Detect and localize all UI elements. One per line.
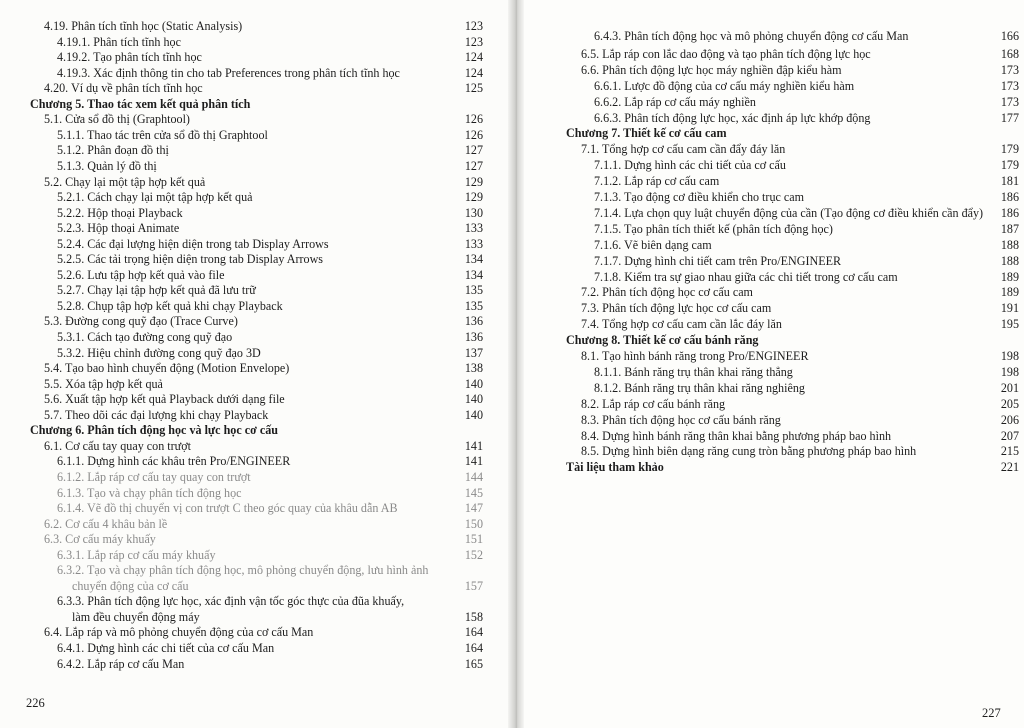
toc-page-number: 191	[1000, 301, 1019, 316]
toc-page-number: 126	[464, 127, 483, 142]
toc-entry	[0, 329, 505, 345]
toc-entry	[0, 205, 505, 221]
page-number-right: 227	[982, 706, 1001, 720]
toc-entry	[520, 237, 1024, 253]
toc-page-number: 140	[464, 392, 483, 407]
toc-entry-title: 5.2.8. Chụp tập hợp kết quả khi chạy Playback	[57, 298, 283, 313]
toc-entry-title: 6.4.1. Dựng hình các chi tiết của cơ cấu Man	[57, 641, 275, 655]
toc-entry	[0, 609, 505, 625]
toc-entry	[0, 282, 505, 298]
toc-entry-title: 7.1.1. Dựng hình các chi tiết của cơ cấu	[594, 158, 786, 173]
toc-entry-title: 6.1.2. Lắp ráp cơ cấu tay quay con trượt	[57, 469, 251, 484]
toc-page-number: 125	[464, 81, 483, 96]
toc-page-number: 186	[1000, 190, 1019, 204]
toc-entry-title: 6.1.4. Vẽ đồ thị chuyển vị con trượt C theo góc quay của khâu dẫn AB	[57, 501, 398, 516]
toc-entry	[0, 578, 505, 594]
toc-entry	[0, 18, 505, 34]
toc-entry	[520, 443, 1024, 459]
toc-page-number: 124	[464, 50, 483, 65]
toc-entry-title: 7.1.2. Lắp ráp cơ cấu cam	[594, 174, 720, 189]
toc-entry-title: 6.6. Phân tích động lực học máy nghiền đập kiểu hàm	[581, 62, 842, 77]
toc-entry	[0, 593, 505, 609]
toc-page-number: 127	[464, 143, 483, 158]
toc-chapter-heading	[520, 332, 1024, 348]
toc-entry-title: 7.2. Phân tích động học cơ cấu cam	[581, 285, 753, 300]
toc-entry-title: 5.2. Chạy lại một tập hợp kết quả	[44, 174, 206, 189]
toc-entry-title: 6.1. Cơ cấu tay quay con trượt	[44, 438, 191, 453]
toc-entry	[0, 236, 505, 252]
toc-page-number: 134	[464, 252, 483, 267]
toc-entry-title: Chương 8. Thiết kế cơ cấu bánh răng	[566, 333, 759, 348]
toc-entry	[0, 189, 505, 205]
toc-entry	[520, 364, 1024, 380]
toc-entry	[0, 516, 505, 532]
toc-page-number: 158	[464, 609, 483, 624]
toc-page-number: 140	[464, 376, 483, 391]
toc-page-number: 129	[464, 190, 483, 205]
toc-page-number: 205	[1000, 396, 1019, 411]
toc-entry	[0, 174, 505, 190]
toc-entry-title: 7.1.7. Dựng hình chi tiết cam trên Pro/ENGINEER	[594, 253, 842, 268]
toc-entry-title: 5.2.6. Lưu tập hợp kết quả vào file	[57, 267, 225, 282]
toc-entry	[520, 141, 1024, 157]
toc-entry-title: 8.5. Dựng hình biên dạng răng cung tròn bằng phương pháp bao hình	[581, 444, 917, 459]
toc-entry-title: 7.1. Tổng hợp cơ cấu cam cần đẩy đáy lăn	[581, 142, 786, 157]
toc-entry-title: 7.1.3. Tạo động cơ điều khiển cho trục cam	[594, 190, 805, 204]
toc-page-number: 164	[464, 641, 483, 655]
toc-entry-title: 8.3. Phân tích động học cơ cấu bánh răng	[581, 412, 781, 427]
book-gutter	[508, 0, 524, 728]
toc-page-number: 137	[464, 345, 483, 360]
toc-chapter-heading	[520, 125, 1024, 141]
toc-entry-title: 5.6. Xuất tập hợp kết quả Playback dưới dạng file	[44, 392, 285, 407]
toc-entry	[0, 34, 505, 50]
toc-entry	[0, 376, 505, 392]
toc-entry	[520, 46, 1024, 62]
toc-page-number: 198	[1000, 349, 1019, 363]
page-number-left: 226	[26, 696, 45, 710]
toc-page-number: 164	[464, 625, 483, 640]
toc-page-number: 188	[1000, 253, 1019, 268]
toc-page-number: 141	[464, 454, 483, 469]
toc-entry	[520, 380, 1024, 396]
toc-entry-title: 5.2.4. Các đại lượng hiện diện trong tab Display Arrows	[57, 236, 329, 251]
toc-page-number: 135	[464, 283, 483, 298]
toc-entry-title: 6.4.2. Lắp ráp cơ cấu Man	[57, 656, 185, 671]
toc-page-number: 126	[464, 112, 483, 127]
toc-page-number: 157	[464, 578, 483, 593]
toc-entry	[0, 547, 505, 563]
toc-page-number: 181	[1000, 174, 1019, 189]
toc-entry	[520, 94, 1024, 110]
toc-entry-title: 6.3.1. Lắp ráp cơ cấu máy khuấy	[57, 547, 216, 562]
toc-entry	[0, 656, 505, 672]
toc-entry-title: 8.1. Tạo hình bánh răng trong Pro/ENGINEER	[581, 349, 809, 363]
toc-entry-title: 7.3. Phân tích động lực học cơ cấu cam	[581, 301, 772, 316]
toc-entry-title: 4.20. Ví dụ về phân tích tĩnh học	[44, 81, 203, 96]
toc-entry-title: 5.5. Xóa tập hợp kết quả	[44, 376, 163, 391]
toc-entry-title: 5.1.2. Phân đoạn đồ thị	[57, 143, 169, 158]
toc-entry-title: 5.7. Theo dõi các đại lượng khi chạy Playback	[44, 407, 269, 422]
toc-entry	[520, 253, 1024, 269]
toc-entry-title: 7.1.8. Kiểm tra sự giao nhau giữa các chi tiết trong cơ cấu cam	[594, 269, 898, 284]
toc-entry	[520, 348, 1024, 364]
toc-page-number: 168	[1000, 46, 1019, 61]
toc-entry-title: 5.1. Cửa sổ đồ thị (Graphtool)	[44, 112, 190, 127]
toc-entry-title: 6.3.2. Tạo và chạy phân tích động học, mô phỏng chuyển động, lưu hình ảnh	[57, 563, 429, 578]
toc-entry-title: 6.1.1. Dựng hình các khâu trên Pro/ENGINEER	[57, 454, 291, 469]
toc-entry-title: Chương 5. Thao tác xem kết quả phân tích	[30, 96, 251, 111]
toc-chapter-heading	[0, 96, 505, 112]
toc-entry-title: 6.3. Cơ cấu máy khuấy	[44, 532, 156, 547]
toc-page-number: 133	[464, 236, 483, 251]
toc-page-number: 151	[464, 532, 483, 547]
toc-page-number: 173	[1000, 62, 1019, 77]
toc-page-number: 136	[464, 314, 483, 329]
toc-entry	[0, 360, 505, 376]
toc-page-number: 221	[1000, 460, 1019, 475]
toc-entry	[0, 624, 505, 640]
toc-entry-title: 6.5. Lắp ráp con lắc dao động và tạo phân tích động lực học	[581, 46, 871, 61]
toc-entry-title: 5.1.3. Quản lý đồ thị	[57, 158, 157, 173]
toc-entry	[0, 562, 505, 578]
toc-page-number: 177	[1000, 110, 1019, 125]
toc-page-number: 198	[1000, 364, 1019, 379]
toc-entry	[520, 28, 1024, 44]
toc-page-number: 187	[1000, 221, 1019, 236]
toc-page-number: 179	[1000, 142, 1019, 157]
toc-entry	[0, 438, 505, 454]
toc-entry	[520, 78, 1024, 94]
toc-entry-title: 6.2. Cơ cấu 4 khâu bản lề	[44, 516, 168, 531]
toc-entry	[0, 80, 505, 96]
toc-entry	[520, 62, 1024, 78]
toc-entry-title: 8.1.1. Bánh răng trụ thân khai răng thẳng	[594, 364, 793, 379]
toc-page-number: 152	[464, 547, 483, 562]
toc-page-number: 123	[464, 19, 483, 33]
toc-entry	[0, 111, 505, 127]
toc-page-number: 189	[1000, 285, 1019, 300]
toc-page-number: 173	[1000, 94, 1019, 109]
toc-entry-title: 6.3.3. Phân tích động lực học, xác định vận tốc góc thực của đũa khuấy,	[57, 594, 405, 609]
toc-entry	[520, 412, 1024, 428]
toc-entry-title: 7.1.4. Lựa chọn quy luật chuyển động của cần (Tạo động cơ điều khiển cần đẩy)	[594, 205, 984, 220]
toc-chapter-heading	[0, 422, 505, 438]
toc-page-number: 179	[1000, 158, 1019, 173]
toc-page-number: 135	[464, 298, 483, 313]
toc-page-number: 145	[464, 485, 483, 500]
toc-entry	[520, 189, 1024, 205]
toc-page-number: 138	[464, 361, 483, 376]
toc-entry-title: 6.6.2. Lắp ráp cơ cấu máy nghiền	[594, 94, 756, 109]
toc-page-number: 127	[464, 158, 483, 173]
toc-page-number: 173	[1000, 78, 1019, 93]
toc-entry	[520, 284, 1024, 300]
toc-entry	[0, 267, 505, 283]
toc-page-number: 189	[1000, 269, 1019, 284]
toc-entry-title: 5.2.3. Hộp thoại Animate	[57, 221, 180, 236]
toc-entry	[0, 251, 505, 267]
toc-page-number: 201	[1000, 380, 1019, 395]
toc-entry-title: chuyển động của cơ cấu	[72, 578, 189, 593]
toc-entry	[0, 500, 505, 516]
toc-entry	[0, 220, 505, 236]
toc-entry	[0, 391, 505, 407]
toc-entry	[0, 407, 505, 423]
toc-entry	[0, 485, 505, 501]
toc-entry-title: 6.6.3. Phân tích động lực học, xác định áp lực khớp động	[594, 110, 871, 125]
toc-page-number: 140	[464, 407, 483, 422]
toc-entry	[0, 298, 505, 314]
toc-page-number: 195	[1000, 317, 1019, 332]
toc-entry	[0, 142, 505, 158]
toc-page-number: 144	[464, 469, 483, 484]
toc-entry-title: 5.4. Tạo bao hình chuyển động (Motion Envelope)	[44, 361, 290, 376]
toc-entry	[0, 49, 505, 65]
toc-entry-title: 5.2.5. Các tải trọng hiện diện trong tab Display Arrows	[57, 252, 324, 267]
toc-entry-title: làm đều chuyển động máy	[72, 609, 200, 624]
toc-page-number: 124	[464, 65, 483, 80]
toc-entry-title: 5.2.1. Cách chạy lại một tập hợp kết quả	[57, 190, 253, 205]
toc-entry-title: 4.19.2. Tạo phân tích tĩnh học	[57, 50, 202, 65]
toc-page-number: 123	[464, 34, 483, 49]
toc-entry-title: 8.1.2. Bánh răng trụ thân khai răng nghiêng	[594, 380, 805, 395]
toc-entry-title: 6.4.3. Phân tích động học và mô phỏng chuyển động cơ cấu Man	[594, 29, 909, 43]
toc-entry-title: 6.6.1. Lược đồ động của cơ cấu máy nghiền kiểu hàm	[594, 78, 855, 93]
toc-entry-title: Chương 6. Phân tích động học và lực học cơ cấu	[30, 423, 278, 438]
toc-page-number: 141	[464, 438, 483, 453]
toc-page-number: 165	[464, 656, 483, 671]
toc-entry	[0, 531, 505, 547]
toc-page-number: 130	[464, 205, 483, 220]
right-page	[520, 0, 1024, 728]
toc-entry-title: 4.19.3. Xác định thông tin cho tab Preferences trong phân tích tĩnh học	[57, 65, 400, 80]
toc-entry	[520, 300, 1024, 316]
toc-entry-title: 5.2.2. Hộp thoại Playback	[57, 205, 183, 220]
toc-entry-title: 4.19.1. Phân tích tĩnh học	[57, 34, 181, 49]
toc-entry	[520, 110, 1024, 126]
toc-entry-title: 5.1.1. Thao tác trên cửa sổ đồ thị Graphtool	[57, 127, 268, 142]
toc-entry	[0, 453, 505, 469]
toc-entry	[0, 469, 505, 485]
toc-entry	[0, 65, 505, 81]
toc-entry-title: 4.19. Phân tích tĩnh học (Static Analysis)	[44, 19, 243, 33]
toc-entry	[520, 396, 1024, 412]
toc-entry-title: 7.4. Tổng hợp cơ cấu cam cần lắc đáy lăn	[581, 317, 782, 332]
toc-entry-title: 6.4. Lắp ráp và mô phỏng chuyển động của cơ cấu Man	[44, 625, 314, 640]
toc-entry	[0, 127, 505, 143]
toc-page-number: 188	[1000, 237, 1019, 252]
toc-entry-title: 5.3.1. Cách tạo đường cong quỹ đạo	[57, 330, 233, 344]
toc-chapter-heading	[520, 459, 1024, 475]
toc-entry-title: 8.2. Lắp ráp cơ cấu bánh răng	[581, 396, 726, 411]
toc-page-number: 150	[464, 516, 483, 531]
toc-page-number: 166	[1000, 29, 1019, 43]
toc-entry	[520, 173, 1024, 189]
toc-page-number: 134	[464, 267, 483, 282]
toc-page-number: 129	[464, 174, 483, 189]
toc-page-number: 186	[1000, 205, 1019, 220]
toc-page-number: 147	[464, 501, 483, 516]
toc-entry	[0, 158, 505, 174]
toc-page-number: 215	[1000, 444, 1019, 459]
toc-entry	[520, 269, 1024, 285]
toc-entry-title: 5.2.7. Chạy lại tập hợp kết quả đã lưu trữ	[57, 283, 256, 298]
toc-entry	[520, 221, 1024, 237]
toc-entry-title: 5.3.2. Hiệu chỉnh đường cong quỹ đạo 3D	[57, 345, 261, 360]
toc-entry-title: 7.1.5. Tạo phân tích thiết kế (phân tích động học)	[594, 221, 833, 236]
toc-entry-title: 5.3. Đường cong quỹ đạo (Trace Curve)	[44, 314, 238, 329]
toc-entry	[0, 640, 505, 656]
toc-entry-title: Chương 7. Thiết kế cơ cấu cam	[566, 126, 727, 141]
toc-entry	[0, 313, 505, 329]
toc-entry	[520, 316, 1024, 332]
toc-page-number: 206	[1000, 412, 1019, 427]
toc-entry	[0, 345, 505, 361]
toc-entry-title: Tài liệu tham khảo	[566, 460, 664, 475]
toc-page-number: 207	[1000, 428, 1019, 443]
toc-entry	[520, 157, 1024, 173]
toc-entry	[520, 205, 1024, 221]
toc-entry	[520, 428, 1024, 444]
toc-entry-title: 8.4. Dựng hình bánh răng thân khai bằng phương pháp bao hình	[581, 428, 892, 443]
toc-page-number: 133	[464, 221, 483, 236]
toc-entry-title: 6.1.3. Tạo và chạy phân tích động học	[57, 485, 242, 500]
toc-page-number: 136	[464, 330, 483, 344]
toc-entry-title: 7.1.6. Vẽ biên dạng cam	[594, 237, 712, 252]
